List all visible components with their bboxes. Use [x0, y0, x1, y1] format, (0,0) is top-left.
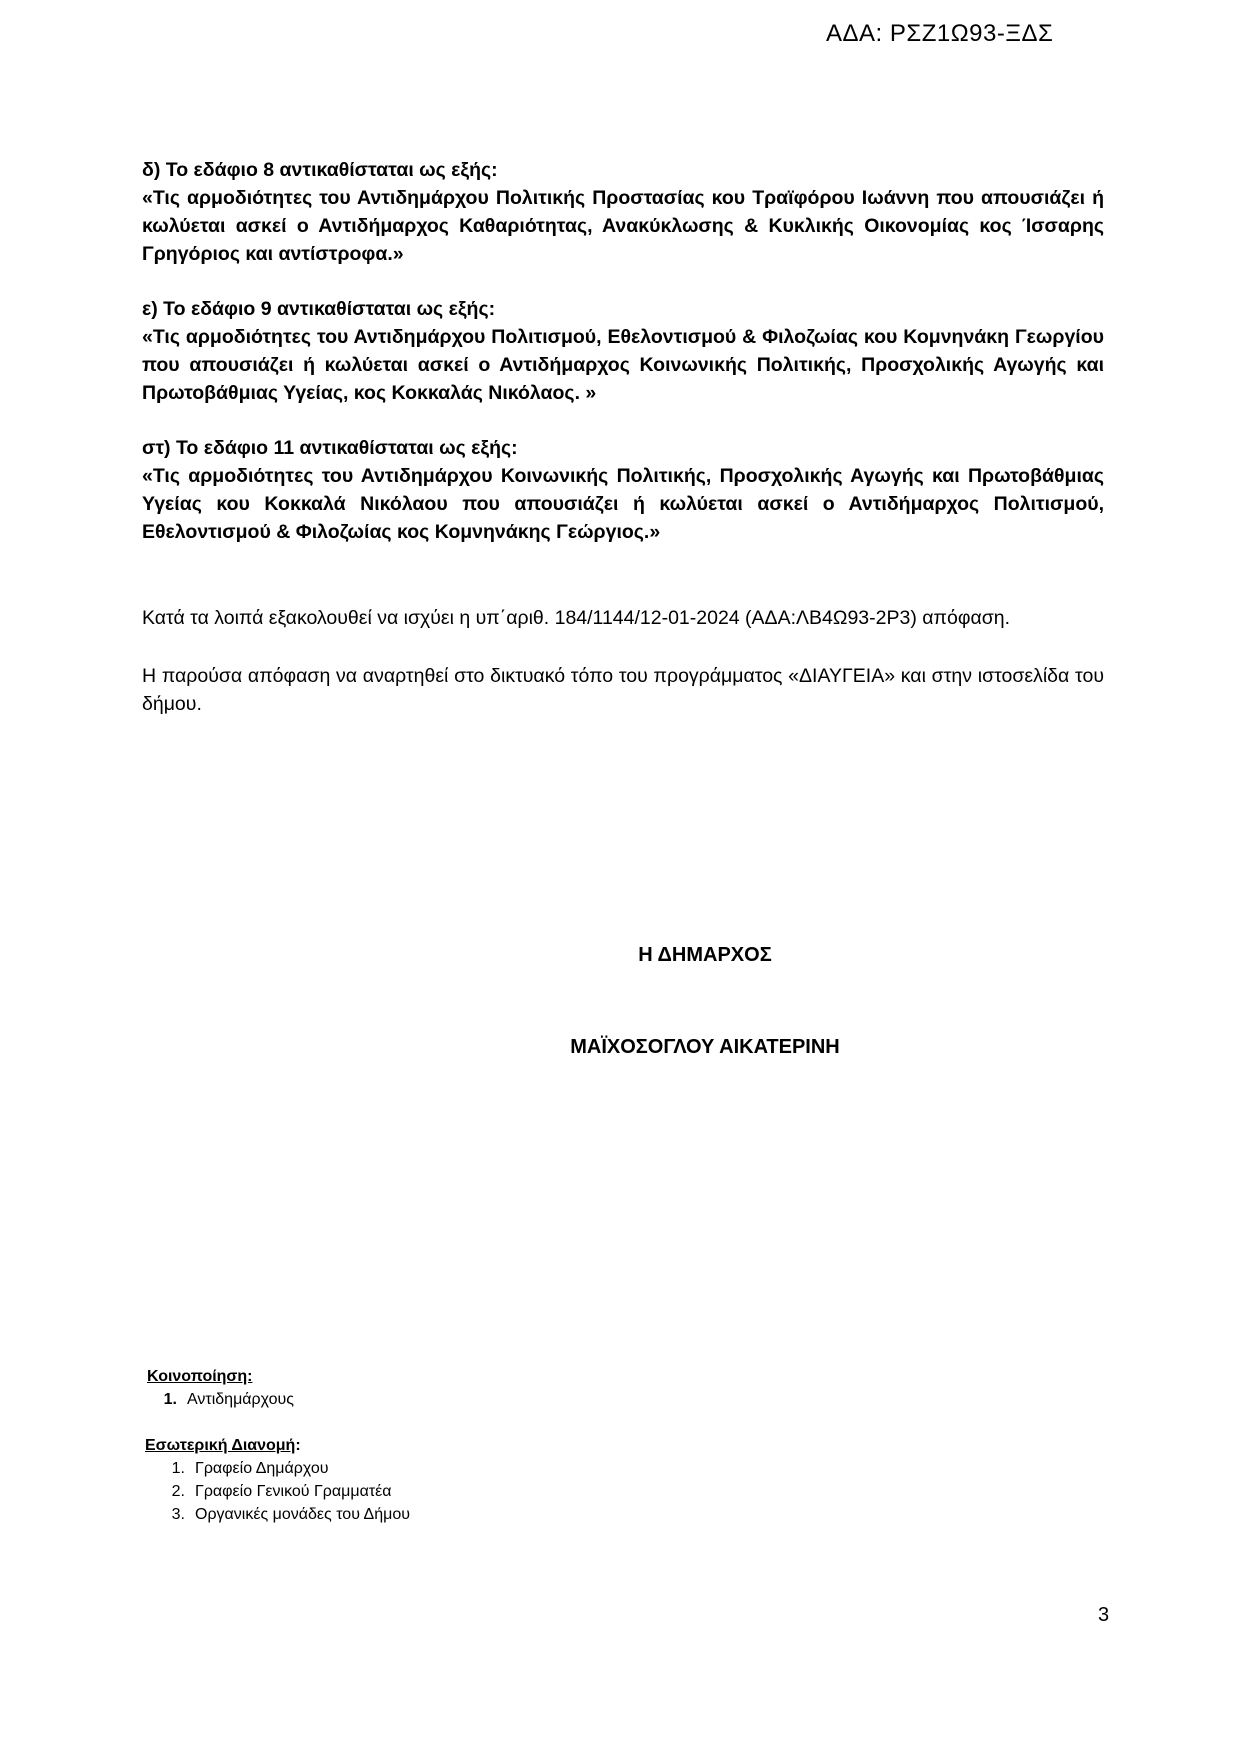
signature-role: Η ΔΗΜΑΡΧΟΣ	[638, 944, 772, 966]
list-item	[155, 1503, 410, 1526]
page-number: 3	[1098, 1604, 1110, 1626]
amendment-paragraph-8	[142, 156, 1104, 268]
list-item	[147, 1388, 294, 1411]
publication-paragraph: Η παρούσα απόφαση να αναρτηθεί στο δικτυακό τόπο του προγράμματος «ΔΙΑΥΓΕΙΑ» και στην ιστοσελίδα του δήμου.	[142, 665, 1104, 715]
list-item-number: 3.	[171, 1506, 185, 1523]
list-item-label: Αντιδημάρχους	[187, 1391, 294, 1408]
amendment-paragraph-11	[142, 434, 1104, 546]
list-item-label: Οργανικές μονάδες του Δήμου	[195, 1506, 410, 1523]
amendment-text: «Τις αρμοδιότητες του Αντιδημάρχου Πολιτικής Προστασίας κου Τραϊφόρου Ιωάννη που απουσιάζει ή κωλύεται ασκεί ο Αντιδήμαρχος Καθαριότητας, Ανακύκλωσης & Κυκλικής Οικονομίας κος Ίσσαρης Γρηγόριος και αντίστροφα.»	[142, 187, 1104, 265]
amendment-heading: ε) Το εδάφιο 9 αντικαθίσταται ως εξής:	[142, 298, 496, 320]
internal-distribution-block	[145, 1434, 410, 1526]
notification-block	[147, 1365, 294, 1411]
amendment-heading: στ) Το εδάφιο 11 αντικαθίσταται ως εξής:	[142, 437, 518, 459]
remaining-provisions-paragraph: Κατά τα λοιπά εξακολουθεί να ισχύει η υπ΄αριθ. 184/1144/12-01-2024 (ΑΔΑ:ΛΒ4Ω93-2Ρ3) απόφαση.	[142, 607, 1011, 629]
internal-distribution-colon: :	[295, 1437, 301, 1454]
amendment-paragraph-9	[142, 295, 1104, 407]
ada-header: ΑΔΑ: ΡΣΖ1Ω93-ΞΔΣ	[826, 20, 1054, 47]
internal-distribution-title: Εσωτερική Διανομή	[145, 1437, 296, 1454]
list-item-label: Γραφείο Γενικού Γραμματέα	[195, 1483, 392, 1500]
amendment-text: «Τις αρμοδιότητες του Αντιδημάρχου Πολιτισμού, Εθελοντισμού & Φιλοζωίας κου Κομνηνάκη Γεωργίου που απουσιάζει ή κωλύεται ασκεί ο Αντιδήμαρχος Κοινωνικής Πολιτικής, Προσχολικής Αγωγής και Πρωτοβάθμιας Υγείας, κος Κοκκαλάς Νικόλαος. »	[142, 326, 1104, 404]
list-item-number: 2.	[171, 1483, 185, 1500]
notification-list	[147, 1388, 294, 1411]
internal-distribution-list	[155, 1457, 410, 1526]
signature-name: ΜΑΪΧΟΣΟΓΛΟΥ ΑΙΚΑΤΕΡΙΝΗ	[570, 1036, 840, 1058]
notification-title: Κοινοποίηση:	[147, 1368, 253, 1385]
list-item-number: 1.	[171, 1460, 185, 1477]
amendment-heading: δ) Το εδάφιο 8 αντικαθίσταται ως εξής:	[142, 159, 498, 181]
list-item	[155, 1480, 410, 1503]
list-item-label: Γραφείο Δημάρχου	[195, 1460, 329, 1477]
list-item	[155, 1457, 410, 1480]
list-item-number: 1.	[163, 1391, 177, 1408]
amendment-text: «Τις αρμοδιότητες του Αντιδημάρχου Κοινωνικής Πολιτικής, Προσχολικής Αγωγής και Πρωτοβάθμιας Υγείας κου Κοκκαλά Νικόλαου που απουσιάζει ή κωλύεται ασκεί ο Αντιδήμαρχος Πολιτισμού, Εθελοντισμού & Φιλοζωίας κος Κομνηνάκης Γεώργιος.»	[142, 465, 1104, 543]
